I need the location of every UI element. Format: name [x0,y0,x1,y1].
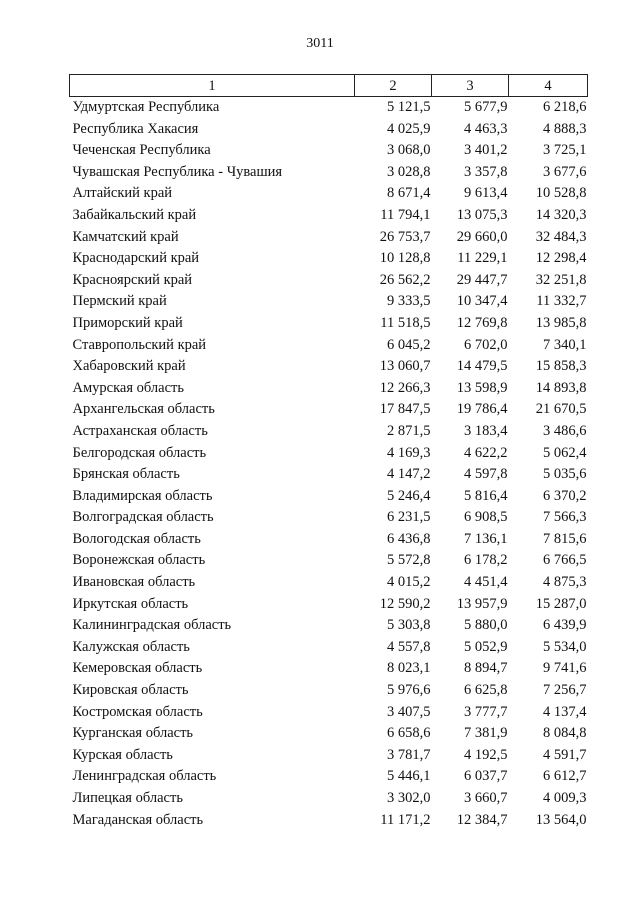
region-name-cell: Кемеровская область [72,660,203,677]
value-cell-col-2: 6 436,8 [387,530,431,547]
value-cell-col-4: 15 858,3 [535,358,587,375]
value-cell-col-2: 9 333,5 [387,293,431,310]
value-cell-col-3: 4 463,3 [464,120,508,137]
value-cell-col-4: 4 137,4 [543,703,587,720]
value-cell-col-3: 14 479,5 [456,358,508,375]
region-name-cell: Алтайский край [72,185,173,202]
region-name-cell: Астраханская область [72,422,208,439]
value-cell-col-2: 5 121,5 [387,99,431,115]
region-name-cell: Воронежская область [72,552,206,569]
value-cell-col-4: 15 287,0 [535,595,587,612]
table-row [70,486,588,508]
region-name-cell: Вологодская область [72,530,201,547]
value-cell-col-2: 5 446,1 [387,768,431,785]
region-name-cell: Краснодарский край [72,250,200,267]
value-cell-col-3: 13 957,9 [456,595,508,612]
value-cell-col-4: 3 677,6 [543,163,587,180]
value-cell-col-2: 3 302,0 [387,790,431,806]
table-row [70,680,588,702]
table-row [70,810,588,832]
value-cell-col-3: 6 908,5 [464,509,508,526]
value-cell-col-4: 8 084,8 [543,725,587,742]
value-cell-col-2: 5 303,8 [387,617,431,634]
value-cell-col-2: 5 572,8 [387,552,431,569]
table-row [70,745,588,767]
region-name-cell: Калининградская область [72,617,232,634]
region-name-cell: Ивановская область [72,574,196,591]
value-cell-col-3: 3 183,4 [464,422,508,439]
value-cell-col-4: 32 484,3 [535,228,587,245]
value-cell-col-4: 5 534,0 [543,638,587,655]
value-cell-col-2: 3 028,8 [387,163,431,180]
value-cell-col-4: 10 528,8 [535,185,587,202]
value-cell-col-4: 5 035,6 [543,466,587,483]
value-cell-col-4: 7 256,7 [543,682,587,699]
value-cell-col-4: 4 888,3 [543,120,587,137]
column-header-2: 2 [355,75,432,97]
value-cell-col-2: 4 015,2 [387,574,431,591]
region-name-cell: Белгородская область [72,444,207,461]
value-cell-col-2: 10 128,8 [379,250,431,267]
value-cell-col-4: 4 009,3 [543,790,587,806]
data-table [69,74,588,831]
value-cell-col-3: 6 625,8 [464,682,508,699]
value-cell-col-4: 3 486,6 [543,422,587,439]
value-cell-col-2: 8 671,4 [387,185,431,202]
table-row [70,443,588,465]
table-row [70,766,588,788]
region-name-cell: Ленинградская область [72,768,217,785]
value-cell-col-2: 3 068,0 [387,142,431,159]
value-cell-col-4: 11 332,7 [536,293,587,310]
table-row [70,421,588,443]
value-cell-col-4: 32 251,8 [535,271,587,288]
value-cell-col-4: 14 893,8 [535,379,587,396]
table-row [70,162,588,184]
value-cell-col-2: 17 847,5 [379,401,431,418]
table-row [70,248,588,270]
value-cell-col-4: 21 670,5 [535,401,587,418]
table-row [70,270,588,292]
value-cell-col-4: 6 439,9 [543,617,587,634]
value-cell-col-2: 4 147,2 [387,466,431,483]
region-name-cell: Республика Хакасия [72,120,199,137]
region-name-cell: Хабаровский край [72,358,186,375]
value-cell-col-3: 7 381,9 [464,725,508,742]
value-cell-col-4: 6 370,2 [543,487,587,504]
value-cell-col-3: 19 786,4 [456,401,508,418]
value-cell-col-3: 13 075,3 [456,206,508,223]
value-cell-col-2: 2 871,5 [387,422,431,439]
region-name-cell: Приморский край [72,314,183,331]
region-name-cell: Амурская область [72,379,184,396]
value-cell-col-2: 4 025,9 [387,120,431,137]
value-cell-col-4: 7 340,1 [543,336,587,353]
table-row [70,227,588,249]
region-name-cell: Магаданская область [72,811,204,828]
column-header-1: 1 [70,75,355,97]
value-cell-col-4: 5 062,4 [543,444,587,461]
value-cell-col-2: 12 266,3 [379,379,431,396]
value-cell-col-3: 3 401,2 [464,142,508,159]
value-cell-col-2: 26 753,7 [379,228,431,245]
value-cell-col-2: 4 169,3 [387,444,431,461]
table-row [70,550,588,572]
value-cell-col-3: 9 613,4 [464,185,508,202]
table-row [70,529,588,551]
region-name-cell: Курганская область [72,725,194,742]
table-row [70,637,588,659]
value-cell-col-3: 11 229,1 [457,250,508,267]
region-name-cell: Камчатский край [72,228,179,245]
region-name-cell: Красноярский край [72,271,193,288]
region-name-cell: Пермский край [72,293,167,310]
table-header [70,75,588,97]
region-name-cell: Костромская область [72,703,203,720]
value-cell-col-3: 4 622,2 [464,444,508,461]
value-cell-col-2: 6 045,2 [387,336,431,353]
header-row [70,75,588,97]
table-row [70,140,588,162]
table-row [70,572,588,594]
value-cell-col-3: 3 357,8 [464,163,508,180]
value-cell-col-4: 7 566,3 [543,509,587,526]
region-name-cell: Владимирская область [72,487,213,504]
value-cell-col-4: 7 815,6 [543,530,587,547]
table-row [70,378,588,400]
value-cell-col-3: 4 597,8 [464,466,508,483]
value-cell-col-2: 3 781,7 [387,746,431,763]
value-cell-col-4: 14 320,3 [535,206,587,223]
value-cell-col-3: 6 702,0 [464,336,508,353]
value-cell-col-3: 8 894,7 [464,660,508,677]
region-name-cell: Удмуртская Республика [72,99,220,115]
value-cell-col-4: 6 766,5 [543,552,587,569]
value-cell-col-3: 5 677,9 [464,99,508,115]
value-cell-col-4: 6 612,7 [543,768,587,785]
table-row [70,97,588,119]
value-cell-col-2: 13 060,7 [379,358,431,375]
value-cell-col-3: 3 660,7 [464,790,508,806]
table-row [70,615,588,637]
value-cell-col-4: 12 298,4 [535,250,587,267]
value-cell-col-3: 10 347,4 [456,293,508,310]
column-header-4: 4 [509,75,588,97]
value-cell-col-3: 7 136,1 [464,530,508,547]
value-cell-col-3: 13 598,9 [456,379,508,396]
value-cell-col-2: 3 407,5 [387,703,431,720]
region-name-cell: Кировская область [72,682,189,699]
value-cell-col-4: 13 564,0 [535,811,587,828]
value-cell-col-3: 29 447,7 [456,271,508,288]
region-name-cell: Иркутская область [72,595,189,612]
table-row [70,507,588,529]
table-row [70,788,588,810]
value-cell-col-3: 6 178,2 [464,552,508,569]
value-cell-col-3: 5 880,0 [464,617,508,634]
page-number: 3011 [306,36,334,51]
value-cell-col-3: 12 384,7 [456,811,508,828]
table-row [70,702,588,724]
value-cell-col-2: 12 590,2 [379,595,431,612]
value-cell-col-3: 29 660,0 [456,228,508,245]
value-cell-col-3: 3 777,7 [464,703,508,720]
value-cell-col-4: 9 741,6 [543,660,587,677]
column-header-3: 3 [432,75,509,97]
value-cell-col-4: 4 875,3 [543,574,587,591]
table-row [70,658,588,680]
table-row [70,291,588,313]
region-name-cell: Чеченская Республика [72,142,211,159]
value-cell-col-3: 4 192,5 [464,746,508,763]
value-cell-col-3: 5 052,9 [464,638,508,655]
value-cell-col-2: 5 976,6 [387,682,431,699]
region-name-cell: Архангельская область [72,401,215,418]
value-cell-col-3: 6 037,7 [464,768,508,785]
table-row [70,119,588,141]
table-row [70,399,588,421]
value-cell-col-4: 3 725,1 [543,142,587,159]
table-row [70,594,588,616]
table-row [70,313,588,335]
table-row [70,356,588,378]
value-cell-col-2: 11 518,5 [380,314,431,331]
region-name-cell: Курская область [72,746,173,763]
value-cell-col-2: 6 658,6 [387,725,431,742]
value-cell-col-2: 26 562,2 [379,271,431,288]
table-body [70,97,588,832]
region-name-cell: Калужская область [72,638,190,655]
value-cell-col-2: 4 557,8 [387,638,431,655]
table-row [70,335,588,357]
value-cell-col-4: 13 985,8 [535,314,587,331]
value-cell-col-3: 12 769,8 [456,314,508,331]
region-name-cell: Ставропольский край [72,336,207,353]
region-name-cell: Брянская область [72,466,180,483]
region-name-cell: Чувашская Республика - Чувашия [72,163,283,180]
value-cell-col-2: 11 794,1 [380,206,431,223]
value-cell-col-2: 8 023,1 [387,660,431,677]
value-cell-col-3: 5 816,4 [464,487,508,504]
value-cell-col-2: 6 231,5 [387,509,431,526]
table-row [70,183,588,205]
region-name-cell: Липецкая область [72,790,183,806]
value-cell-col-4: 6 218,6 [543,99,587,115]
table-row [70,723,588,745]
value-cell-col-2: 5 246,4 [387,487,431,504]
value-cell-col-4: 4 591,7 [543,746,587,763]
value-cell-col-2: 11 171,2 [380,811,431,828]
table-row [70,464,588,486]
table-row [70,205,588,227]
region-name-cell: Забайкальский край [72,206,197,223]
region-name-cell: Волгоградская область [72,509,214,526]
value-cell-col-3: 4 451,4 [464,574,508,591]
